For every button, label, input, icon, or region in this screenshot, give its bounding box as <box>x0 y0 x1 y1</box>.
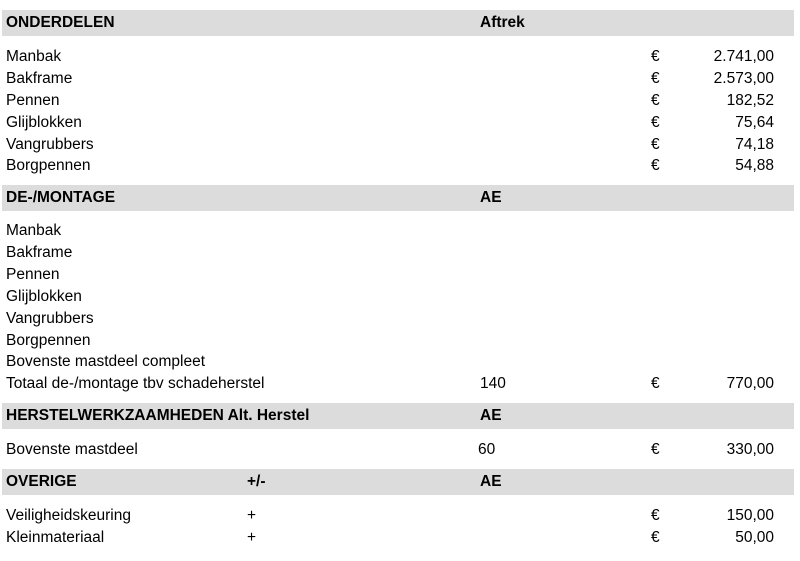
overige-sign: + <box>247 529 257 546</box>
amount-value: 2.741,00 <box>713 48 774 65</box>
overige-label: Veiligheidskeuring <box>6 507 131 524</box>
header-band-onderdelen <box>2 10 794 36</box>
demontage-item: Pennen <box>6 266 60 283</box>
demontage-item: Glijblokken <box>6 288 82 305</box>
onderdelen-label: Bakframe <box>6 70 73 87</box>
currency-symbol: € <box>651 157 660 174</box>
header-band-overige <box>2 469 794 495</box>
section-title-demontage: DE-/MONTAGE <box>6 189 116 206</box>
currency-symbol: € <box>651 136 660 153</box>
column-header-ae: AE <box>480 407 502 424</box>
currency-symbol: € <box>651 114 660 131</box>
currency-symbol: € <box>651 48 660 65</box>
currency-symbol: € <box>651 507 660 524</box>
column-header-ae: AE <box>480 189 502 206</box>
overige-label: Kleinmateriaal <box>6 529 105 546</box>
demontage-item: Bakframe <box>6 244 73 261</box>
section-title-herstel: HERSTELWERKZAAMHEDEN Alt. Herstel <box>6 407 310 424</box>
column-header-sign: +/- <box>247 473 266 490</box>
onderdelen-label: Pennen <box>6 92 60 109</box>
currency-symbol: € <box>651 441 660 458</box>
demontage-item: Manbak <box>6 222 62 239</box>
section-title-overige: OVERIGE <box>6 473 77 490</box>
column-header-ae: AE <box>480 473 502 490</box>
header-band-demontage <box>2 185 794 211</box>
amount-value: 54,88 <box>735 157 774 174</box>
demontage-item: Borgpennen <box>6 332 91 349</box>
overige-sign: + <box>247 507 257 524</box>
onderdelen-label: Manbak <box>6 48 62 65</box>
amount-value: 75,64 <box>735 114 774 131</box>
herstel-label: Bovenste mastdeel <box>6 441 138 458</box>
currency-symbol: € <box>651 92 660 109</box>
column-header-aftrek: Aftrek <box>480 14 525 31</box>
currency-symbol: € <box>651 529 660 546</box>
amount-value: 330,00 <box>726 441 774 458</box>
currency-symbol: € <box>651 70 660 87</box>
demontage-total-ae: 140 <box>480 375 506 392</box>
onderdelen-label: Glijblokken <box>6 114 82 131</box>
demontage-item: Vangrubbers <box>6 310 94 327</box>
currency-symbol: € <box>651 375 660 392</box>
amount-value: 150,00 <box>726 507 774 524</box>
herstel-ae: 60 <box>478 441 496 458</box>
onderdelen-label: Vangrubbers <box>6 136 94 153</box>
demontage-item: Bovenste mastdeel compleet <box>6 353 206 370</box>
demontage-total-label: Totaal de-/montage tbv schadeherstel <box>6 375 265 392</box>
section-title-onderdelen: ONDERDELEN <box>6 14 115 31</box>
amount-value: 182,52 <box>726 92 774 109</box>
amount-value: 50,00 <box>735 529 774 546</box>
amount-value: 2.573,00 <box>713 70 774 87</box>
onderdelen-label: Borgpennen <box>6 157 91 174</box>
amount-value: 74,18 <box>735 136 774 153</box>
demontage-total-amount: 770,00 <box>726 375 774 392</box>
